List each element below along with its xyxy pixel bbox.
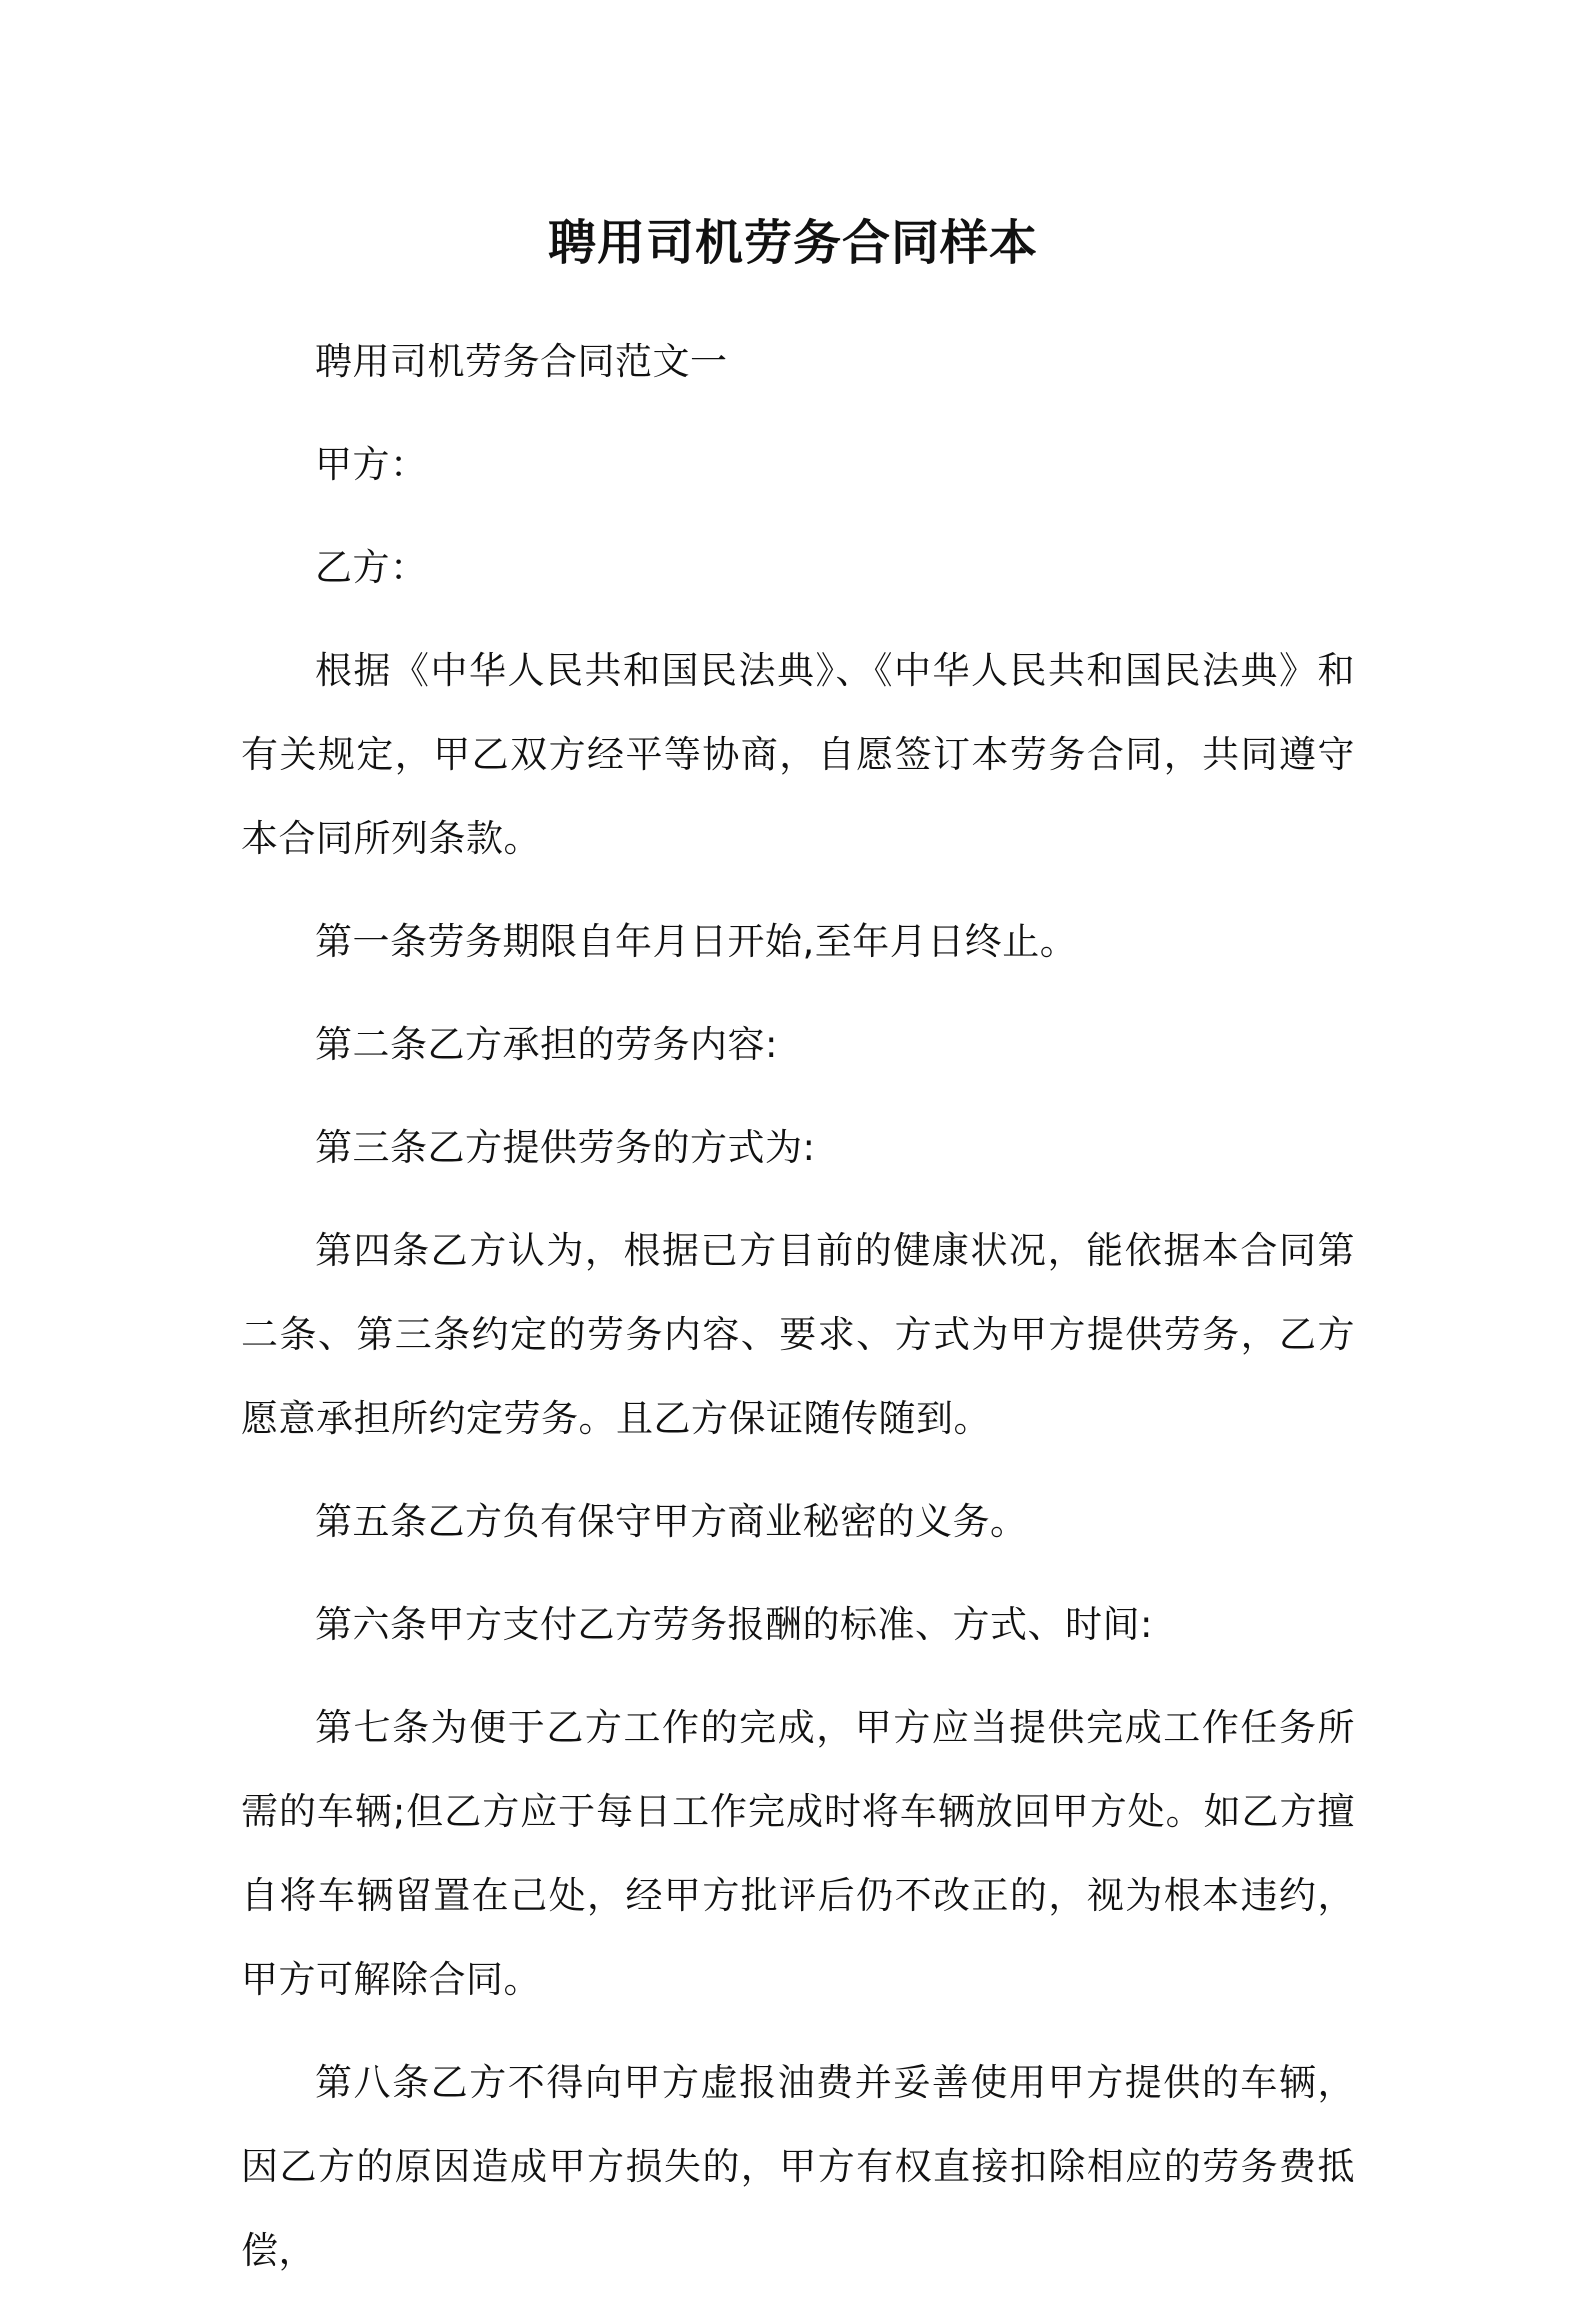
paragraph-article-6: 第六条甲方支付乙方劳务报酬的标准、方式、时间: [315, 1603, 1153, 1646]
document-title: 聘用司机劳务合同样本 [547, 215, 1038, 271]
paragraph-article-7: 第七条为便于乙方工作的完成，甲方应当提供完成工作任务所需的车辆;但乙方应于每日工作完成时将车辆放回甲方处。如乙方擅自将车辆留置在己处，经甲方批评后仍不改正的，视为根本违约，甲方可解除合同。 [241, 1706, 1355, 2001]
paragraph-article-1: 第一条劳务期限自年月日开始,至年月日终止。 [315, 920, 1078, 963]
paragraph-preamble: 根据《中华人民共和国民法典》、《中华人民共和国民法典》和有关规定，甲乙双方经平等协商，自愿签订本劳务合同，共同遵守本合同所列条款。 [241, 649, 1355, 860]
paragraph-article-8: 第八条乙方不得向甲方虚报油费并妥善使用甲方提供的车辆，因乙方的原因造成甲方损失的，甲方有权直接扣除相应的劳务费抵偿， [241, 2061, 1355, 2272]
paragraph-article-5: 第五条乙方负有保守甲方商业秘密的义务。 [315, 1500, 1028, 1543]
paragraph-party-a: 甲方： [315, 443, 428, 486]
paragraph-article-3: 第三条乙方提供劳务的方式为: [315, 1126, 816, 1169]
document-body [241, 320, 1355, 2312]
paragraph-article-2: 第二条乙方承担的劳务内容: [315, 1023, 778, 1066]
paragraph-article-4: 第四条乙方认为，根据已方目前的健康状况，能依据本合同第二条、第三条约定的劳务内容、要求、方式为甲方提供劳务，乙方愿意承担所约定劳务。且乙方保证随传随到。 [241, 1229, 1355, 1440]
paragraph-subtitle: 聘用司机劳务合同范文一 [315, 340, 728, 383]
paragraph-party-b: 乙方： [315, 546, 428, 589]
